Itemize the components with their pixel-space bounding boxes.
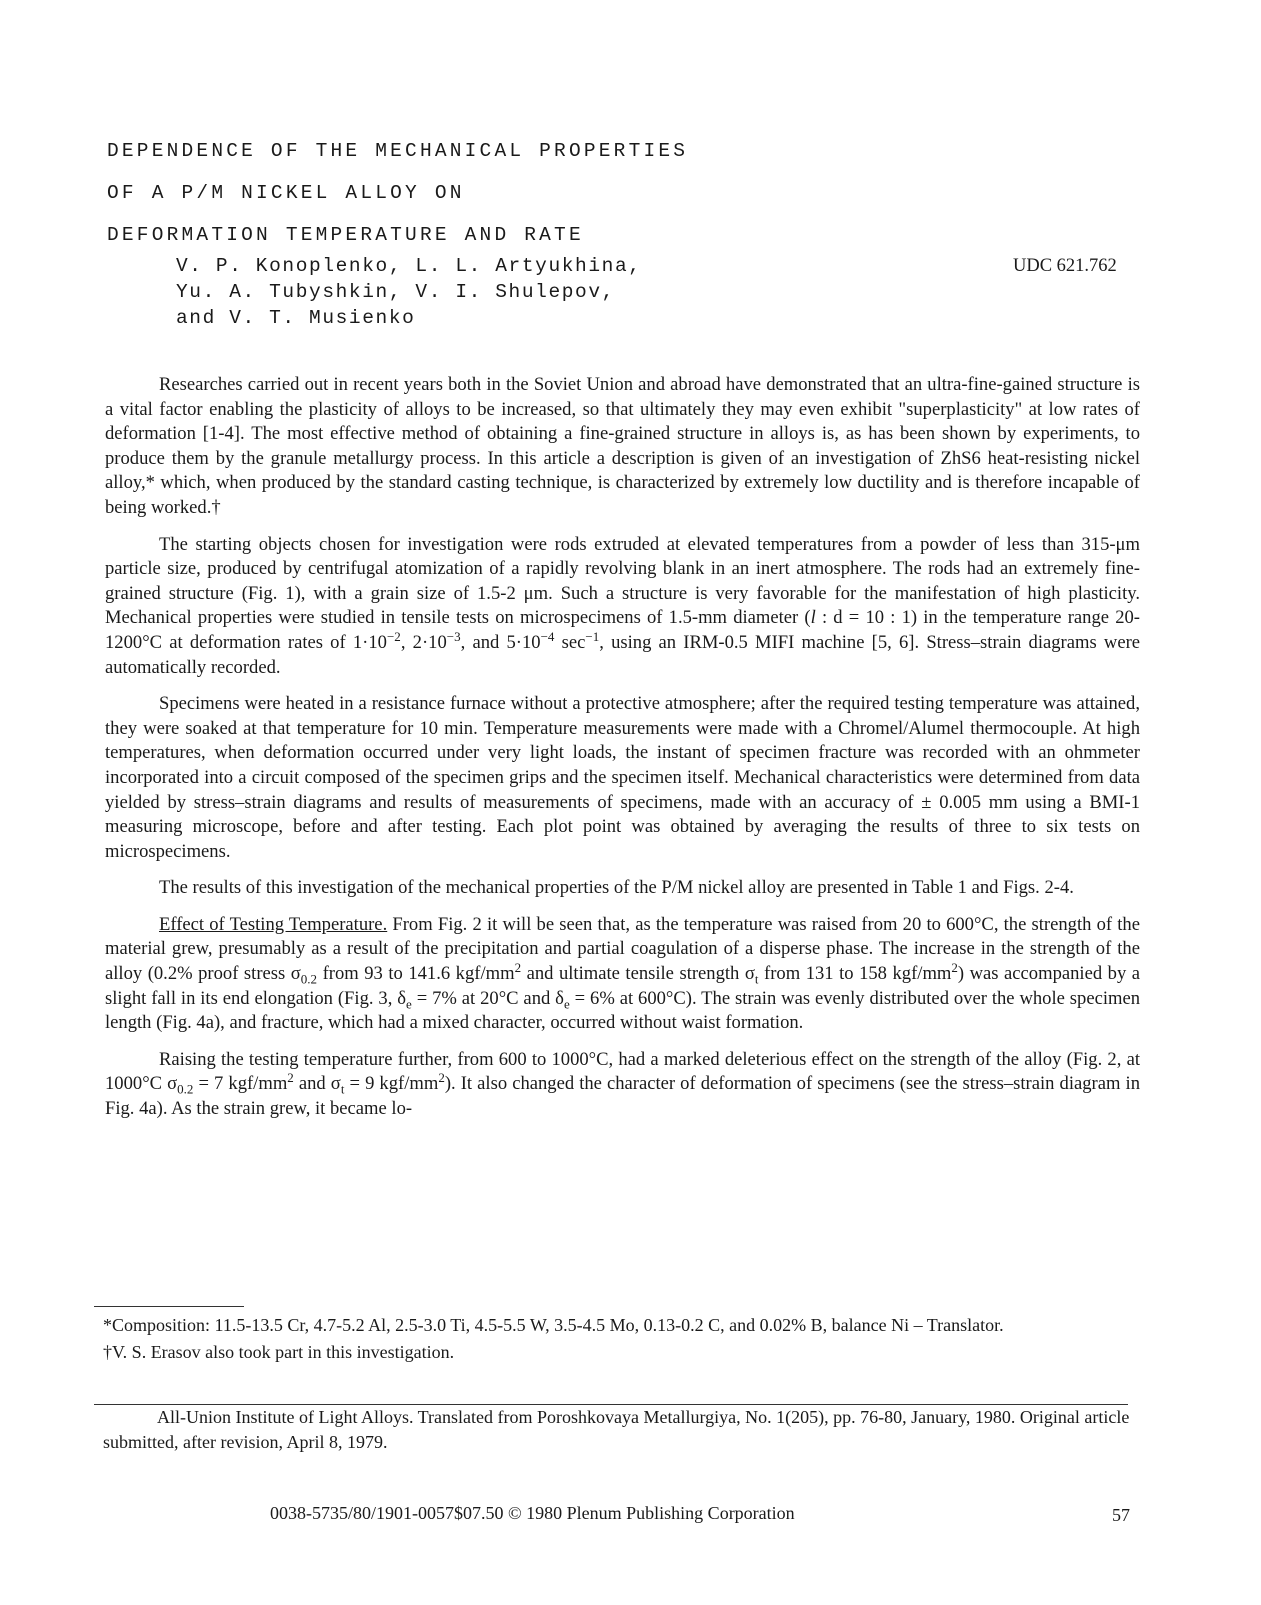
p2-exp-2: −3 xyxy=(446,628,461,644)
p2-text-d: , and 5·10 xyxy=(460,631,541,653)
p5-sub-3: e xyxy=(406,996,412,1012)
p6-exp-2: 2 xyxy=(438,1070,445,1086)
p5-sub-4: e xyxy=(563,996,570,1012)
p5-text-a: From Fig. 2 it will be seen that, as the temperature was raised from 20 to 600°C, the strength of the material grew, presumably as a result of the precipitation and partial coagulation of a disperse phase. The increase in the strength of the alloy (0.2% proof stress σ xyxy=(105,913,1140,985)
p2-exp-3: −4 xyxy=(540,628,555,644)
p5-sub-2: t xyxy=(754,971,759,987)
affiliation-text: All-Union Institute of Light Alloys. Translated from Poroshkovaya Metallurgiya, No. 1(205), pp. 76-80, January, 1980. Original article submitted, after revision, April 8, 1979. xyxy=(103,1407,1130,1452)
p2-text-b: : d = 10 : 1) in the temperature range 20-1200°C at deformation rates of 1·10 xyxy=(105,607,1140,653)
p6-text-b: = 7 kgf/mm xyxy=(193,1073,288,1095)
page-number: 57 xyxy=(1112,1505,1130,1525)
affiliation-note xyxy=(103,1405,1133,1454)
p6-sub-1: 0.2 xyxy=(177,1082,194,1098)
p5-text-c: and ultimate tensile strength σ xyxy=(521,963,755,985)
authors-line-2: Yu. A. Tubyshkin, V. I. Shulepov, xyxy=(176,281,615,303)
p2-l-symbol: l xyxy=(810,607,816,629)
p6-text-d: = 9 kgf/mm xyxy=(344,1073,439,1095)
p5-exp-2: 2 xyxy=(951,959,958,975)
footnote-erasov: †V. S. Erasov also took part in this investigation. xyxy=(103,1341,455,1362)
p2-text-e: sec xyxy=(554,631,586,653)
udc-code: UDC 621.762 xyxy=(1013,256,1117,276)
footnote-divider xyxy=(94,1306,244,1307)
paragraph-materials xyxy=(105,533,1140,681)
p2-exp-1: −2 xyxy=(386,628,401,644)
p6-sub-2: t xyxy=(340,1082,345,1098)
p2-text-a: The starting objects chosen for investigation were rods extruded at elevated temperatures from a powder of less than 315-μm particle size, produced by centrifugal atomization of a rapidly revolving blank in an inert atmosphere. The rods had an extremely fine-grained structure (Fig. 1), with a grain size of 1.5-2 μm. Such a structure is very favorable for the manifestation of high plasticity. Mechanical properties were studied in tensile tests on microspecimens of 1.5-mm diameter ( xyxy=(105,533,1140,629)
author-list xyxy=(176,253,642,331)
p5-text-d: from 131 to 158 kgf/mm xyxy=(758,963,952,985)
p2-text-f: , using an IRM-0.5 MIFI machine [5, 6]. Stress–strain diagrams were automatically recorded. xyxy=(105,631,1141,678)
p6-exp-1: 2 xyxy=(287,1070,294,1086)
section-heading-temperature: Effect of Testing Temperature. xyxy=(159,913,388,935)
p5-text-f: = 7% at 20°C and δ xyxy=(411,987,564,1009)
copyright-line: 0038-5735/80/1901-0057$07.50 © 1980 Plenum Publishing Corporation xyxy=(270,1503,795,1523)
p6-text-a: Raising the testing temperature further, from 600 to 1000°C, had a marked deleterious effect on the strength of the alloy (Fig. 2, at 1000°C σ xyxy=(105,1048,1140,1095)
p5-sub-1: 0.2 xyxy=(300,971,318,987)
p6-text-c: and σ xyxy=(293,1073,341,1095)
p5-text-e: ) was accompanied by a slight fall in its end elongation (Fig. 3, δ xyxy=(105,963,1141,1009)
paragraph-intro xyxy=(105,373,1140,521)
p2-exp-4: −1 xyxy=(585,628,600,644)
p5-text-g: = 6% at 600°C). The strain was evenly distributed over the whole specimen length (Fig. 4a), and fracture, which had a mixed character, occurred without waist formation. xyxy=(105,987,1140,1034)
paragraph-temperature-effect xyxy=(105,913,1140,1036)
title-line-2: OF A P/M NICKEL ALLOY ON xyxy=(107,182,465,204)
title-line-3: DEFORMATION TEMPERATURE AND RATE xyxy=(107,224,584,246)
p5-exp-1: 2 xyxy=(514,959,522,975)
p1-text-a: Researches carried out in recent years both in the Soviet Union and abroad have demonstrated that an ultra-fine-gained structure is a vital factor enabling the plasticity of alloys to be increased, so that ultimately they may even exhibit "superplasticity" at low rates of deformation [1-4]. The most effective method of obtaining a fine-grained structure in alloys is, as has been shown by experiments, to produce them by the granule metallurgy process. In this article a description is given of an investigation of ZhS6 heat-resisting nickel alloy,* xyxy=(105,374,1140,494)
article-title xyxy=(107,130,688,256)
title-line-1: DEPENDENCE OF THE MECHANICAL PROPERTIES xyxy=(107,140,689,162)
article-body xyxy=(105,373,1140,1134)
footnote-composition: *Composition: 11.5-13.5 Cr, 4.7-5.2 Al, 2.5-3.0 Ti, 4.5-5.5 W, 3.5-4.5 Mo, 0.13-0.2 C, and 0.02% B, balance Ni – Translator. xyxy=(103,1315,1004,1335)
authors-line-1: V. P. Konoplenko, L. L. Artyukhina, xyxy=(176,255,642,277)
p2-text-c: , 2·10 xyxy=(400,631,447,653)
paragraph-high-temperature xyxy=(105,1048,1140,1122)
paragraph-methods: Specimens were heated in a resistance furnace without a protective atmosphere; after the required testing temperature was attained, they were soaked at that temperature for 10 min. Temperature measurements were made with a Chromel/Alumel thermocouple. At high temperatures, when deformation occurred under very light loads, the instant of specimen fracture was recorded with an ohmmeter incorporated into a circuit composed of the specimen grips and the specimen itself. Mechanical characteristics were determined from data yielded by stress–strain diagrams and results of measurements of specimens, made with an accuracy of ± 0.005 mm using a BMI-1 measuring microscope, before and after testing. Each plot point was obtained by averaging the results of three to six tests on microspecimens. xyxy=(105,693,1140,862)
footnotes xyxy=(103,1313,1133,1366)
paragraph-results-intro: The results of this investigation of the mechanical properties of the P/M nickel alloy are presented in Table 1 and Figs. 2-4. xyxy=(159,877,1074,899)
p6-text-e: ). It also changed the character of deformation of specimens (see the stress–strain diagram in Fig. 4a). As the strain grew, it became lo- xyxy=(105,1073,1140,1120)
p5-text-b: from 93 to 141.6 kgf/mm xyxy=(317,963,515,985)
p1-text-b: which, when produced by the standard casting technique, is characterized by extremely low ductility and is therefore incapable of being worked.† xyxy=(105,472,1140,518)
authors-line-3: and V. T. Musienko xyxy=(176,307,416,329)
